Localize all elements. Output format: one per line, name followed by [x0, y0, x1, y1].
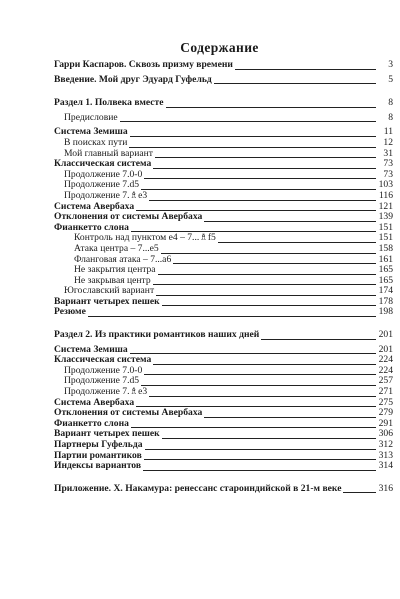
dot-leader: [218, 242, 376, 243]
toc-entry-text: Атака центра – 7...e5: [74, 242, 159, 254]
table-of-contents: [54, 60, 393, 494]
toc-entry-text: Раздел 1. Полвека вместе: [54, 97, 164, 109]
toc-entry-page: 291: [378, 417, 393, 429]
toc-entry-text: Гарри Каспаров. Сквозь призму времени: [54, 59, 233, 70]
toc-entry-page: 165: [378, 274, 393, 286]
dot-leader: [144, 178, 376, 179]
toc-entry-page: 12: [383, 136, 393, 148]
toc-entry-page: 198: [378, 306, 393, 318]
toc-entry-text: Продолжение 7.0-0: [64, 168, 143, 180]
part1-section: [54, 98, 393, 318]
toc-entry-page: 139: [378, 211, 393, 223]
toc-entry-text: Партии романтиков: [54, 449, 142, 461]
toc-entry-text: Не закрывая центр: [74, 274, 151, 286]
dot-leader: [120, 121, 376, 122]
toc-entry[interactable]: [54, 75, 393, 86]
toc-entry-page: 314: [378, 460, 393, 472]
toc-entry-page: 8: [388, 97, 393, 109]
toc-entry-page: 73: [383, 158, 393, 170]
toc-entry-page: 275: [378, 396, 393, 408]
dot-leader: [130, 136, 376, 137]
toc-entry-text: Система Авербаха: [54, 396, 135, 408]
dot-leader: [214, 83, 376, 84]
toc-entry[interactable]: [54, 330, 393, 341]
dot-leader: [131, 427, 376, 428]
dot-leader: [161, 253, 376, 254]
toc-entry-text: Продолжение 7.d5: [64, 375, 140, 387]
dot-leader: [162, 305, 376, 306]
toc-entry-page: 73: [383, 168, 393, 180]
dot-leader: [144, 374, 375, 375]
toc-entry[interactable]: [54, 244, 393, 255]
dot-leader: [155, 157, 376, 158]
toc-entry[interactable]: [54, 191, 393, 202]
toc-entry-text: Резюме: [54, 306, 86, 318]
dot-leader: [130, 353, 376, 354]
toc-entry-page: 224: [378, 354, 393, 366]
toc-entry-page: 271: [378, 386, 393, 398]
part2-section: [54, 330, 393, 472]
toc-entry-page: 3: [388, 59, 393, 70]
toc-entry-text: Предисловие: [64, 111, 118, 123]
dot-leader: [204, 417, 375, 418]
page-title: Содержание: [180, 40, 259, 55]
dot-leader: [129, 147, 376, 148]
toc-entry-page: 158: [378, 242, 393, 254]
dot-leader: [235, 69, 376, 70]
dot-leader: [149, 200, 376, 201]
toc-entry-text: Вариант четырех пешек: [54, 428, 160, 440]
toc-entry-page: 103: [378, 179, 393, 191]
toc-entry-text: Введение. Мой друг Эдуард Гуфельд: [54, 73, 212, 85]
toc-entry-page: 316: [378, 482, 393, 494]
toc-entry[interactable]: [54, 60, 393, 71]
dot-leader: [88, 316, 376, 317]
toc-entry-page: 224: [378, 364, 393, 376]
dot-leader: [204, 221, 375, 222]
toc-entry-text: Приложение. Х. Накамура: ренессанс староиндийской в 21-м веке: [54, 482, 342, 494]
toc-entry-text: Отклонения от системы Авербаха: [54, 211, 203, 223]
dot-leader: [162, 438, 376, 439]
toc-entry-page: 116: [378, 189, 393, 201]
toc-entry-page: 8: [388, 111, 393, 123]
toc-entry-page: 174: [378, 285, 393, 297]
toc-entry-appendix[interactable]: [54, 484, 393, 495]
intro-section: [54, 60, 393, 85]
toc-entry[interactable]: [54, 98, 393, 109]
toc-entry[interactable]: [54, 440, 393, 451]
toc-entry-text: Мой главный вариант: [64, 147, 153, 159]
toc-entry[interactable]: [54, 461, 393, 472]
toc-entry-text: Вариант четырех пешек: [54, 295, 160, 307]
dot-leader: [144, 459, 376, 460]
toc-entry-page: 279: [378, 407, 393, 419]
toc-entry-page: 201: [378, 343, 393, 355]
dot-leader: [141, 189, 376, 190]
toc-entry-text: Продолжение 7.♗e3: [64, 386, 148, 398]
dot-leader: [261, 339, 375, 340]
toc-entry-page: 201: [378, 329, 393, 341]
toc-entry-text: Фианкетто слона: [54, 221, 129, 233]
toc-entry-page: 151: [378, 232, 393, 244]
dot-leader: [158, 274, 376, 275]
dot-leader: [143, 470, 376, 471]
toc-entry[interactable]: [54, 297, 393, 308]
dot-leader: [153, 168, 376, 169]
toc-entry-text: Отклонения от системы Авербаха: [54, 407, 203, 419]
toc-entry-text: Югославский вариант: [64, 285, 155, 297]
toc-entry-text: Классическая система: [54, 158, 152, 170]
toc-entry[interactable]: [54, 113, 393, 124]
toc-entry-page: 312: [378, 439, 393, 450]
toc-entry-text: Индексы вариантов: [54, 460, 142, 472]
toc-entry[interactable]: [54, 138, 393, 149]
toc-entry-text: В поисках пути: [64, 136, 128, 148]
toc-entry-page: 178: [378, 295, 393, 307]
toc-entry-text: Раздел 2. Из практики романтиков наших дней: [54, 329, 260, 341]
toc-entry-page: 5: [388, 73, 393, 85]
toc-entry-text: Система Авербаха: [54, 200, 135, 212]
toc-entry-text: Контроль над пунктом е4 – 7...♗f5: [74, 232, 216, 244]
toc-entry-page: 306: [378, 428, 393, 440]
toc-entry-page: 151: [378, 221, 393, 233]
toc-entry-page: 121: [378, 200, 393, 212]
toc-entry-text: Фианкетто слона: [54, 417, 129, 429]
toc-entry-text: Продолжение 7.♗e3: [64, 189, 148, 201]
dot-leader: [173, 263, 375, 264]
dot-leader: [149, 396, 375, 397]
dot-leader: [166, 107, 376, 108]
dot-leader: [343, 492, 375, 493]
toc-entry-text: Классическая система: [54, 354, 152, 366]
toc-entry-text: Система Земиша: [54, 126, 128, 138]
toc-entry-text: Продолжение 7.d5: [64, 179, 140, 191]
toc-entry-text: Не закрытия центра: [74, 264, 156, 276]
dot-leader: [145, 449, 376, 450]
dot-leader: [153, 284, 376, 285]
toc-entry-text: Продолжение 7.0-0: [64, 364, 143, 376]
dot-leader: [156, 295, 375, 296]
toc-entry-page: 257: [378, 375, 393, 387]
toc-entry-page: 31: [383, 147, 393, 159]
toc-entry-text: Фланговая атака – 7...a6: [74, 253, 172, 265]
toc-entry-text: Система Земиша: [54, 343, 128, 355]
toc-entry-page: 165: [378, 264, 393, 276]
toc-entry-page: 161: [378, 253, 393, 265]
toc-entry-page: 11: [383, 126, 393, 138]
appendix-section: [54, 484, 393, 495]
toc-entry-text: Партнеры Гуфельда: [54, 439, 143, 450]
dot-leader: [141, 385, 376, 386]
toc-entry-page: 313: [378, 449, 393, 461]
dot-leader: [153, 364, 375, 365]
toc-entry[interactable]: [54, 307, 393, 318]
